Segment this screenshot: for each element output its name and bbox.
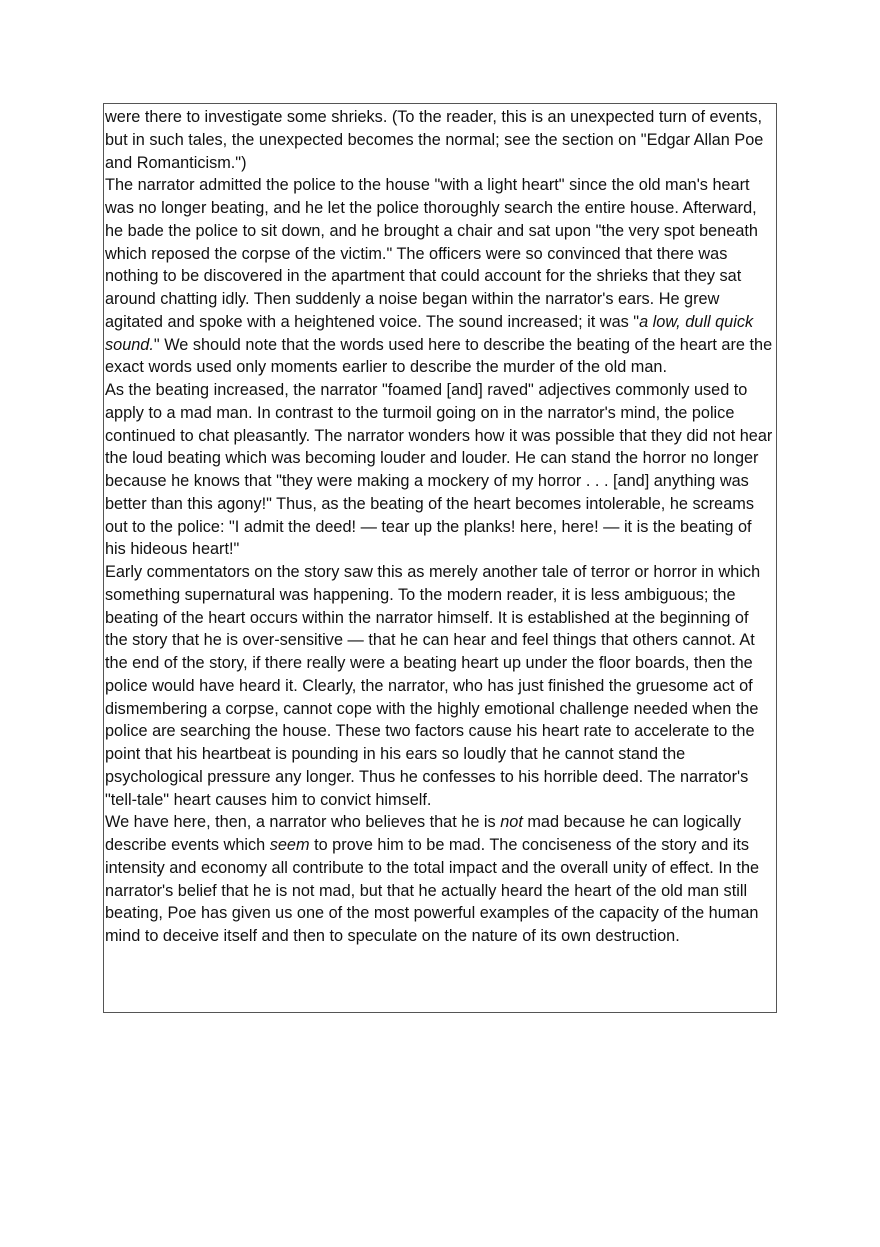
text-segment: We have here, then, a narrator who believes that he is xyxy=(105,813,501,832)
italic-quote: a low, dull quick sound. xyxy=(105,312,754,354)
text-segment: to prove him to be mad. The conciseness of the story and its intensity and economy all contribute to the total impact and the overall unity of effect. In the narrator's belief that he is not mad, but that he actually heard the heart of the old man still beating, Poe has given us one of the most powerful examples of the capacity of the human mind to deceive itself and then to speculate on the nature of its own destruction. xyxy=(105,836,760,945)
text-frame xyxy=(103,103,777,1013)
paragraph-1 xyxy=(105,106,775,174)
paragraph-2 xyxy=(105,174,775,379)
italic-word-seem: seem xyxy=(269,836,310,854)
text-segment: mad because he can logically describe events which xyxy=(105,813,741,854)
paragraph-3 xyxy=(105,379,775,561)
text-segment: Early commentators on the story saw this as merely another tale of terror or horror in which something supernatural was happening. To the modern reader, it is less ambiguous; the beating of the heart occurs within the narrator himself. It is established at the beginning of the story that he is over-sensitive — that he can hear and feel things that others cannot. At the end of the story, if there really were a beating heart up under the floor boards, then the police would have heard it. Clearly, the narrator, who has just finished the gruesome act of dismembering a corpse, cannot cope with the highly emotional challenge needed when the police are searching the house. These two factors cause his heart rate to accelerate to the point that his heartbeat is pounding in his ears so loudly that he cannot stand the psychological pressure any longer. Thus he confesses to his horrible deed. The narrator's "tell-tale" heart causes him to convict himself. xyxy=(105,563,761,809)
text-segment: The narrator admitted the police to the house "with a light heart" since the old man's heart was no longer beating, and he let the police thoroughly search the entire house. Afterward, he bade the police to sit down, and he brought a chair and sat upon "the very spot beneath which reposed the corpse of the victim." The officers were so convinced that there was nothing to be discovered in the apartment that could account for the shrieks that they sat around chatting idly. Then suddenly a noise began within the narrator's ears. He grew agitated and spoke with a heightened voice. The sound increased; it was " xyxy=(105,176,758,331)
paragraph-5 xyxy=(105,811,775,948)
text-segment: As the beating increased, the narrator "foamed [and] raved" adjectives commonly used to apply to a mad man. In contrast to the turmoil going on in the narrator's mind, the police continued to chat pleasantly. The narrator wonders how it was possible that they did not hear the loud beating which was becoming louder and louder. He can stand the horror no longer because he knows that "they were making a mockery of my horror . . . [and] anything was better than this agony!" Thus, as the beating of the heart becomes intolerable, he screams out to the police: "I admit the deed! — tear up the planks! here, here! — it is the beating of his hideous heart!" xyxy=(105,381,773,559)
italic-word-not: not xyxy=(500,813,523,832)
text-segment: were there to investigate some shrieks. (To the reader, this is an unexpected turn of events, but in such tales, the unexpected becomes the normal; see the section on "Edgar Allan Poe and Romanticism.") xyxy=(105,108,764,172)
paragraph-4 xyxy=(105,561,775,811)
text-segment: " We should note that the words used here to describe the beating of the heart are the exact words used only moments earlier to describe the murder of the old man. xyxy=(105,335,773,377)
